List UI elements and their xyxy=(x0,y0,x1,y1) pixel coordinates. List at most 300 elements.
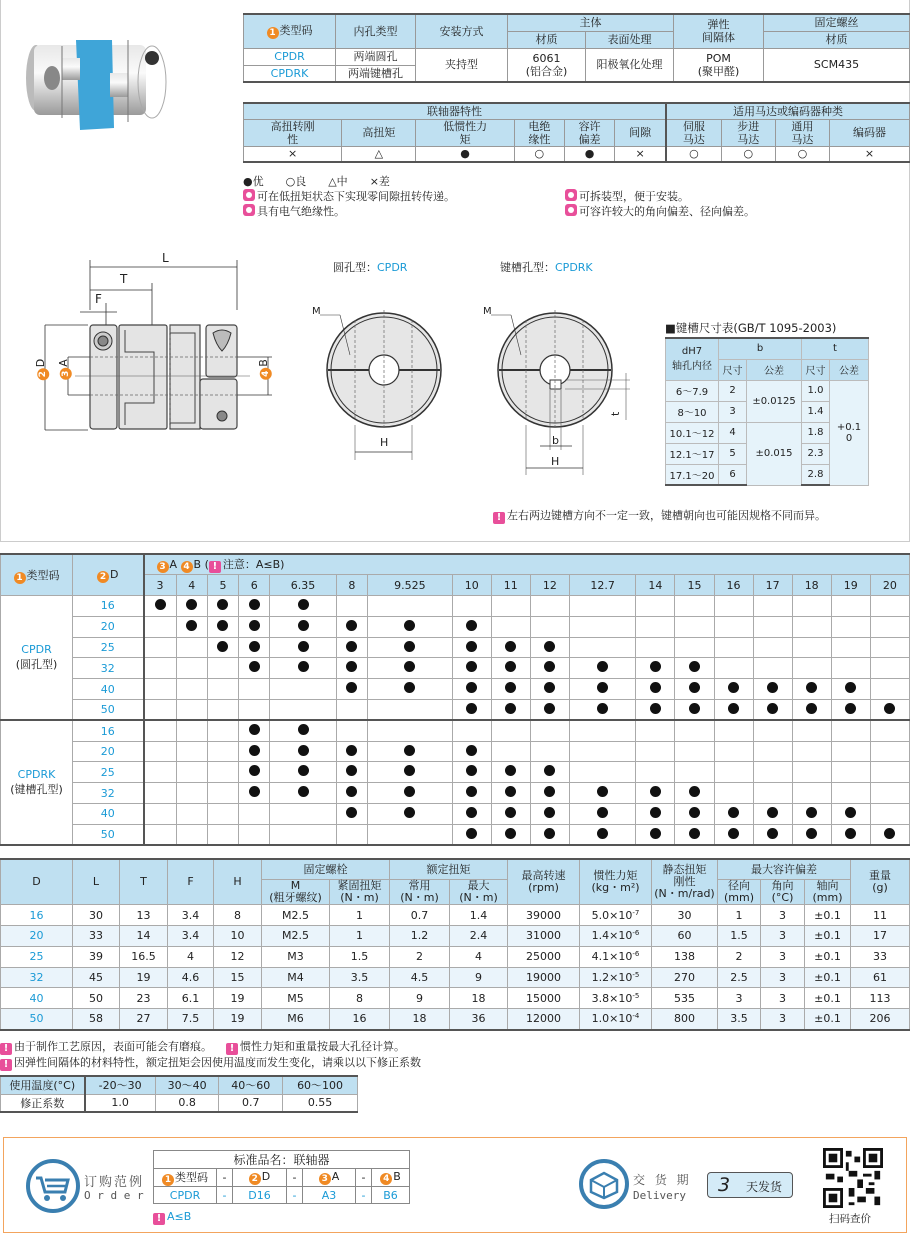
dims-cell-d: 16 xyxy=(1,905,73,926)
matrix-cell xyxy=(452,637,491,658)
matrix-cell xyxy=(714,783,753,804)
matrix-cell xyxy=(452,762,491,783)
dims-cell-f: 6.1 xyxy=(168,988,214,1009)
dims-cell-rad: 1 xyxy=(718,905,761,926)
bore-size-header: 12.7 xyxy=(569,575,635,596)
bore-type-cpdrk: 两端键槽孔 xyxy=(336,65,416,82)
temp-range: 60～100 xyxy=(283,1076,358,1094)
available-dot-icon xyxy=(505,828,516,839)
matrix-cell xyxy=(144,596,177,617)
matrix-cell xyxy=(336,720,367,741)
keyway-header-b-tol: 公差 xyxy=(747,359,802,380)
matrix-cell xyxy=(636,679,675,700)
matrix-cell xyxy=(753,783,792,804)
matrix-cell xyxy=(675,720,714,741)
keyway-header-t: t xyxy=(802,338,869,359)
matrix-cell xyxy=(491,783,530,804)
dims-cell-m: M6 xyxy=(262,1009,330,1030)
matrix-cell xyxy=(870,762,909,783)
dims-cell-tq: 16 xyxy=(330,1009,390,1030)
warning-icon: ! xyxy=(493,512,505,524)
matrix-cell xyxy=(144,762,177,783)
order-header-a: 3 A xyxy=(303,1169,356,1187)
material-value: 6061 (铝合金) xyxy=(508,48,586,82)
matrix-cell xyxy=(336,679,367,700)
dims-cell-in: $5.0\times 10^{-7}$ xyxy=(580,905,652,926)
bullet-icon xyxy=(565,189,577,201)
available-dot-icon xyxy=(806,807,817,818)
feature-rating: × xyxy=(829,146,909,162)
available-dot-icon xyxy=(217,599,228,610)
available-dot-icon xyxy=(249,786,260,797)
matrix-cell xyxy=(636,720,675,741)
matrix-cell xyxy=(714,637,753,658)
dims-cell-tq: 8 xyxy=(330,988,390,1009)
keyway-header-t-size: 尺寸 xyxy=(802,359,830,380)
available-dot-icon xyxy=(466,661,477,672)
available-dot-icon xyxy=(689,786,700,797)
available-dot-icon xyxy=(597,661,608,672)
dims-cell-stf: 535 xyxy=(652,988,718,1009)
matrix-cell xyxy=(870,658,909,679)
matrix-cell xyxy=(144,824,177,845)
matrix-cell xyxy=(792,824,831,845)
matrix-cell xyxy=(176,783,207,804)
available-dot-icon xyxy=(767,703,778,714)
dim-label-a: 3A xyxy=(57,359,72,380)
matrix-cell xyxy=(675,637,714,658)
svg-text:H: H xyxy=(551,455,560,468)
bore-size-header: 12 xyxy=(530,575,569,596)
matrix-cell xyxy=(452,720,491,741)
dims-header-weight: 重量 (g) xyxy=(851,859,910,905)
matrix-cell xyxy=(207,616,238,637)
matrix-cell xyxy=(636,658,675,679)
matrix-cell xyxy=(831,596,870,617)
header-bore-type: 内孔类型 xyxy=(336,14,416,48)
matrix-cell xyxy=(675,658,714,679)
available-dot-icon xyxy=(767,828,778,839)
dims-cell-w: 17 xyxy=(851,926,910,947)
dims-cell-stf: 60 xyxy=(652,926,718,947)
feature-header: 低惯性力 矩 xyxy=(416,119,514,146)
dims-cell-h: 8 xyxy=(214,905,262,926)
bore-size-header: 17 xyxy=(753,575,792,596)
matrix-cell xyxy=(452,824,491,845)
matrix-cell xyxy=(714,679,753,700)
dims-cell-m: M2.5 xyxy=(262,905,330,926)
matrix-cell xyxy=(368,596,453,617)
available-dot-icon xyxy=(298,724,309,735)
dims-row xyxy=(1,905,910,926)
dims-cell-in: $3.8\times 10^{-5}$ xyxy=(580,988,652,1009)
dims-cell-tq: 1 xyxy=(330,926,390,947)
feature-notes xyxy=(243,174,910,219)
matrix-cell xyxy=(675,616,714,637)
coef-value: 0.8 xyxy=(155,1094,219,1112)
available-dot-icon xyxy=(689,703,700,714)
matrix-row xyxy=(1,720,910,741)
matrix-cell xyxy=(753,720,792,741)
matrix-cell xyxy=(270,741,336,762)
keyway-bore-title: 键槽孔型：CPDRK xyxy=(500,261,593,274)
matrix-cell xyxy=(270,658,336,679)
dims-header-f: F xyxy=(168,859,214,905)
bore-size-header: 6 xyxy=(239,575,270,596)
keyway-t: 1.4 xyxy=(802,401,830,422)
feature-rating: ● xyxy=(564,146,614,162)
keyway-dia: 10.1～12 xyxy=(666,422,719,443)
matrix-cell xyxy=(239,658,270,679)
bullet-icon xyxy=(243,204,255,216)
matrix-cell xyxy=(675,824,714,845)
matrix-cell xyxy=(270,596,336,617)
type-code-cpdr: CPDR xyxy=(244,48,336,65)
matrix-cell xyxy=(144,658,177,679)
matrix-header-d: 2 D xyxy=(73,554,144,596)
matrix-row xyxy=(1,596,910,617)
keyway-header-t-tol: 公差 xyxy=(830,359,869,380)
keyway-b: 3 xyxy=(719,401,747,422)
matrix-cell xyxy=(530,720,569,741)
keyway-header-dia: dH7 轴孔内径 xyxy=(666,338,719,380)
available-dot-icon xyxy=(597,703,608,714)
matrix-cell xyxy=(207,596,238,617)
matrix-cell xyxy=(870,700,909,721)
dims-cell-stf: 800 xyxy=(652,1009,718,1030)
available-dot-icon xyxy=(806,703,817,714)
matrix-cell xyxy=(636,783,675,804)
delivery-title-cn: 交 货 期 xyxy=(633,1173,692,1187)
matrix-cell xyxy=(176,700,207,721)
matrix-d-value: 16 xyxy=(73,596,144,617)
bore-size-header: 19 xyxy=(831,575,870,596)
matrix-cell xyxy=(870,596,909,617)
available-dot-icon xyxy=(404,641,415,652)
keyway-b: 6 xyxy=(719,464,747,485)
svg-text:F: F xyxy=(95,292,102,306)
matrix-cell xyxy=(753,762,792,783)
matrix-cell xyxy=(207,804,238,825)
matrix-cell xyxy=(176,804,207,825)
available-dot-icon xyxy=(466,828,477,839)
keyway-dia: 12.1～17 xyxy=(666,443,719,464)
available-dot-icon xyxy=(650,682,661,693)
available-dot-icon xyxy=(346,745,357,756)
matrix-cell xyxy=(336,804,367,825)
header-type-code: 类型码 xyxy=(279,23,313,37)
matrix-cell xyxy=(491,616,530,637)
matrix-cell xyxy=(675,741,714,762)
available-dot-icon xyxy=(249,661,260,672)
matrix-cell xyxy=(270,637,336,658)
svg-text:T: T xyxy=(120,272,128,286)
available-dot-icon xyxy=(249,745,260,756)
bore-size-header: 10 xyxy=(452,575,491,596)
matrix-cell xyxy=(831,679,870,700)
note-misalignment: 可容许较大的角向偏差、径向偏差。 xyxy=(565,204,755,219)
number-1-icon: 1 xyxy=(267,27,279,39)
matrix-cell xyxy=(239,637,270,658)
matrix-cell xyxy=(753,741,792,762)
matrix-cell xyxy=(792,700,831,721)
matrix-cell xyxy=(270,720,336,741)
coef-value: 1.0 xyxy=(85,1094,156,1112)
dims-cell-h: 19 xyxy=(214,988,262,1009)
keyway-b: 4 xyxy=(719,422,747,443)
note-inertia: ! 惯性力矩和重量按最大孔径计算。 xyxy=(226,1040,405,1053)
matrix-header-type: 1 类型码 xyxy=(1,554,73,596)
available-dot-icon xyxy=(767,682,778,693)
matrix-cell xyxy=(176,720,207,741)
dims-cell-in: $1.0\times 10^{-4}$ xyxy=(580,1009,652,1030)
dims-cell-rad: 3 xyxy=(718,988,761,1009)
matrix-cell xyxy=(870,741,909,762)
bore-size-header: 9.525 xyxy=(368,575,453,596)
available-dot-icon xyxy=(650,786,661,797)
matrix-cell xyxy=(569,637,635,658)
matrix-cell xyxy=(530,658,569,679)
dims-cell-rpm: 15000 xyxy=(508,988,580,1009)
matrix-cell xyxy=(336,616,367,637)
order-value-a: A3 xyxy=(303,1187,356,1204)
dims-cell-w: 61 xyxy=(851,967,910,988)
matrix-cell xyxy=(144,804,177,825)
matrix-cell xyxy=(270,783,336,804)
delivery-days-badge xyxy=(707,1172,793,1198)
matrix-cell xyxy=(831,720,870,741)
dims-header-bolt: 固定螺栓 xyxy=(262,859,390,880)
dims-cell-axi: ±0.1 xyxy=(805,967,851,988)
dims-cell-m: M5 xyxy=(262,988,330,1009)
available-dot-icon xyxy=(346,682,357,693)
svg-text:b: b xyxy=(552,434,559,447)
matrix-cell xyxy=(491,824,530,845)
dims-cell-l: 45 xyxy=(73,967,120,988)
available-dot-icon xyxy=(346,661,357,672)
matrix-cell xyxy=(144,741,177,762)
matrix-cell xyxy=(569,824,635,845)
matrix-cell xyxy=(270,762,336,783)
available-dot-icon xyxy=(298,786,309,797)
svg-text:L: L xyxy=(162,251,169,265)
bore-size-header: 3 xyxy=(144,575,177,596)
matrix-row xyxy=(1,762,910,783)
matrix-cell xyxy=(870,637,909,658)
matrix-cell xyxy=(714,804,753,825)
matrix-d-value: 40 xyxy=(73,804,144,825)
matrix-cell xyxy=(144,679,177,700)
dims-header-deviation: 最大容许偏差 xyxy=(718,859,851,880)
qr-code-icon[interactable] xyxy=(823,1148,883,1208)
matrix-cell xyxy=(491,658,530,679)
available-dot-icon xyxy=(884,703,895,714)
matrix-d-value: 20 xyxy=(73,741,144,762)
feature-header: 高扭转刚 性 xyxy=(244,119,342,146)
matrix-cell xyxy=(491,741,530,762)
keyway-t: 1.0 xyxy=(802,380,830,401)
available-dot-icon xyxy=(845,807,856,818)
matrix-cell xyxy=(239,596,270,617)
matrix-cell xyxy=(144,637,177,658)
matrix-cell xyxy=(831,824,870,845)
matrix-cell xyxy=(368,720,453,741)
available-dot-icon xyxy=(298,620,309,631)
feature-header: 通用 马达 xyxy=(775,119,829,146)
matrix-cell xyxy=(831,658,870,679)
order-header-type: 1 类型码 xyxy=(154,1169,217,1187)
available-dot-icon xyxy=(845,703,856,714)
matrix-cell xyxy=(336,637,367,658)
dims-cell-max: 2.4 xyxy=(450,926,508,947)
matrix-cell xyxy=(452,658,491,679)
coef-value: 0.55 xyxy=(283,1094,358,1112)
available-dot-icon xyxy=(404,661,415,672)
bore-size-header: 11 xyxy=(491,575,530,596)
dims-cell-l: 39 xyxy=(73,946,120,967)
dims-cell-rpm: 12000 xyxy=(508,1009,580,1030)
matrix-cell xyxy=(870,679,909,700)
matrix-cell xyxy=(176,679,207,700)
matrix-cell xyxy=(239,616,270,637)
matrix-cell xyxy=(207,741,238,762)
matrix-cell xyxy=(336,741,367,762)
product-spec-table xyxy=(243,13,910,83)
matrix-type-code: CPDR (圆孔型) xyxy=(1,596,73,721)
matrix-header-ab: 3 A 4 B ( ! 注意：A≤B) xyxy=(144,554,910,575)
matrix-cell xyxy=(831,804,870,825)
matrix-d-value: 25 xyxy=(73,762,144,783)
temp-range: 30～40 xyxy=(155,1076,219,1094)
available-dot-icon xyxy=(217,620,228,631)
matrix-cell xyxy=(207,824,238,845)
matrix-cell xyxy=(270,679,336,700)
available-dot-icon xyxy=(466,807,477,818)
dims-header-axial: 轴向 (mm) xyxy=(805,880,851,905)
dim-label-b: 4B xyxy=(257,359,272,380)
matrix-cell xyxy=(831,700,870,721)
matrix-cell xyxy=(530,741,569,762)
dims-row xyxy=(1,926,910,947)
dims-cell-d: 50 xyxy=(1,1009,73,1030)
available-dot-icon xyxy=(544,661,555,672)
note-removable: 可拆装型，便于安装。 xyxy=(565,189,689,204)
matrix-row xyxy=(1,679,910,700)
keyway-b: 5 xyxy=(719,443,747,464)
matrix-cell xyxy=(491,637,530,658)
dims-cell-h: 19 xyxy=(214,1009,262,1030)
matrix-cell xyxy=(792,616,831,637)
order-header-b: 4 B xyxy=(372,1169,410,1187)
keyway-header-b: b xyxy=(719,338,802,359)
matrix-cell xyxy=(239,720,270,741)
header-surface: 表面处理 xyxy=(586,31,674,48)
feature-rating: △ xyxy=(342,146,416,162)
dims-cell-rpm: 25000 xyxy=(508,946,580,967)
matrix-cell xyxy=(792,637,831,658)
matrix-row xyxy=(1,658,910,679)
matrix-cell xyxy=(491,762,530,783)
available-dot-icon xyxy=(650,661,661,672)
available-dot-icon xyxy=(650,807,661,818)
matrix-cell xyxy=(336,658,367,679)
dims-cell-f: 7.5 xyxy=(168,1009,214,1030)
features-table xyxy=(243,102,910,163)
matrix-cell xyxy=(144,783,177,804)
dims-cell-in: $1.2\times 10^{-5}$ xyxy=(580,967,652,988)
temp-range: -20～30 xyxy=(85,1076,156,1094)
header-screw: 固定螺丝 xyxy=(764,14,910,31)
matrix-cell xyxy=(207,637,238,658)
note-temperature: ! 因弹性间隔体的材料特性，额定扭矩会因使用温度而发生变化，请乘以以下修正系数 xyxy=(0,1055,421,1071)
warning-icon: ! xyxy=(209,561,221,573)
dims-cell-tq: 1 xyxy=(330,905,390,926)
matrix-cell xyxy=(368,658,453,679)
available-dot-icon xyxy=(404,620,415,631)
delivery-title-en: Delivery xyxy=(633,1189,686,1202)
matrix-cell xyxy=(714,658,753,679)
matrix-cell xyxy=(831,741,870,762)
matrix-cell xyxy=(336,824,367,845)
matrix-cell xyxy=(753,824,792,845)
dimension-table xyxy=(0,858,910,1031)
warning-icon: ! xyxy=(0,1043,12,1055)
delivery-days-label: 天发货 xyxy=(746,1180,783,1194)
matrix-cell xyxy=(831,762,870,783)
header-mounting: 安装方式 xyxy=(416,14,508,48)
matrix-cell xyxy=(176,616,207,637)
available-dot-icon xyxy=(544,807,555,818)
available-dot-icon xyxy=(728,828,739,839)
feature-header: 伺服 马达 xyxy=(666,119,721,146)
dims-cell-w: 33 xyxy=(851,946,910,967)
available-dot-icon xyxy=(298,661,309,672)
matrix-cell xyxy=(270,700,336,721)
available-dot-icon xyxy=(505,786,516,797)
available-dot-icon xyxy=(806,828,817,839)
available-dot-icon xyxy=(544,765,555,776)
matrix-cell xyxy=(870,804,909,825)
matrix-cell xyxy=(176,824,207,845)
coef-value: 0.7 xyxy=(219,1094,283,1112)
note-insulation: 具有电气绝缘性。 xyxy=(243,204,345,219)
matrix-cell xyxy=(176,741,207,762)
matrix-cell xyxy=(792,596,831,617)
available-dot-icon xyxy=(298,765,309,776)
dims-cell-max: 1.4 xyxy=(450,905,508,926)
keyway-dia: 17.1～20 xyxy=(666,464,719,485)
matrix-cell xyxy=(675,783,714,804)
dims-cell-t: 13 xyxy=(120,905,168,926)
feature-header: 间隙 xyxy=(615,119,666,146)
feature-header: 电绝 缘性 xyxy=(514,119,564,146)
available-dot-icon xyxy=(466,620,477,631)
dims-row xyxy=(1,967,910,988)
matrix-cell xyxy=(491,596,530,617)
dims-cell-nor: 0.7 xyxy=(390,905,450,926)
available-dot-icon xyxy=(505,807,516,818)
svg-text:M: M xyxy=(483,306,492,317)
keyway-b: 2 xyxy=(719,380,747,401)
available-dot-icon xyxy=(597,828,608,839)
order-value-type: CPDR xyxy=(154,1187,217,1204)
feature-rating: ○ xyxy=(514,146,564,162)
bore-size-header: 20 xyxy=(870,575,909,596)
available-dot-icon xyxy=(728,682,739,693)
dims-header-d: D xyxy=(1,859,73,905)
spacer-value: POM (聚甲醛) xyxy=(674,48,764,82)
available-dot-icon xyxy=(404,745,415,756)
